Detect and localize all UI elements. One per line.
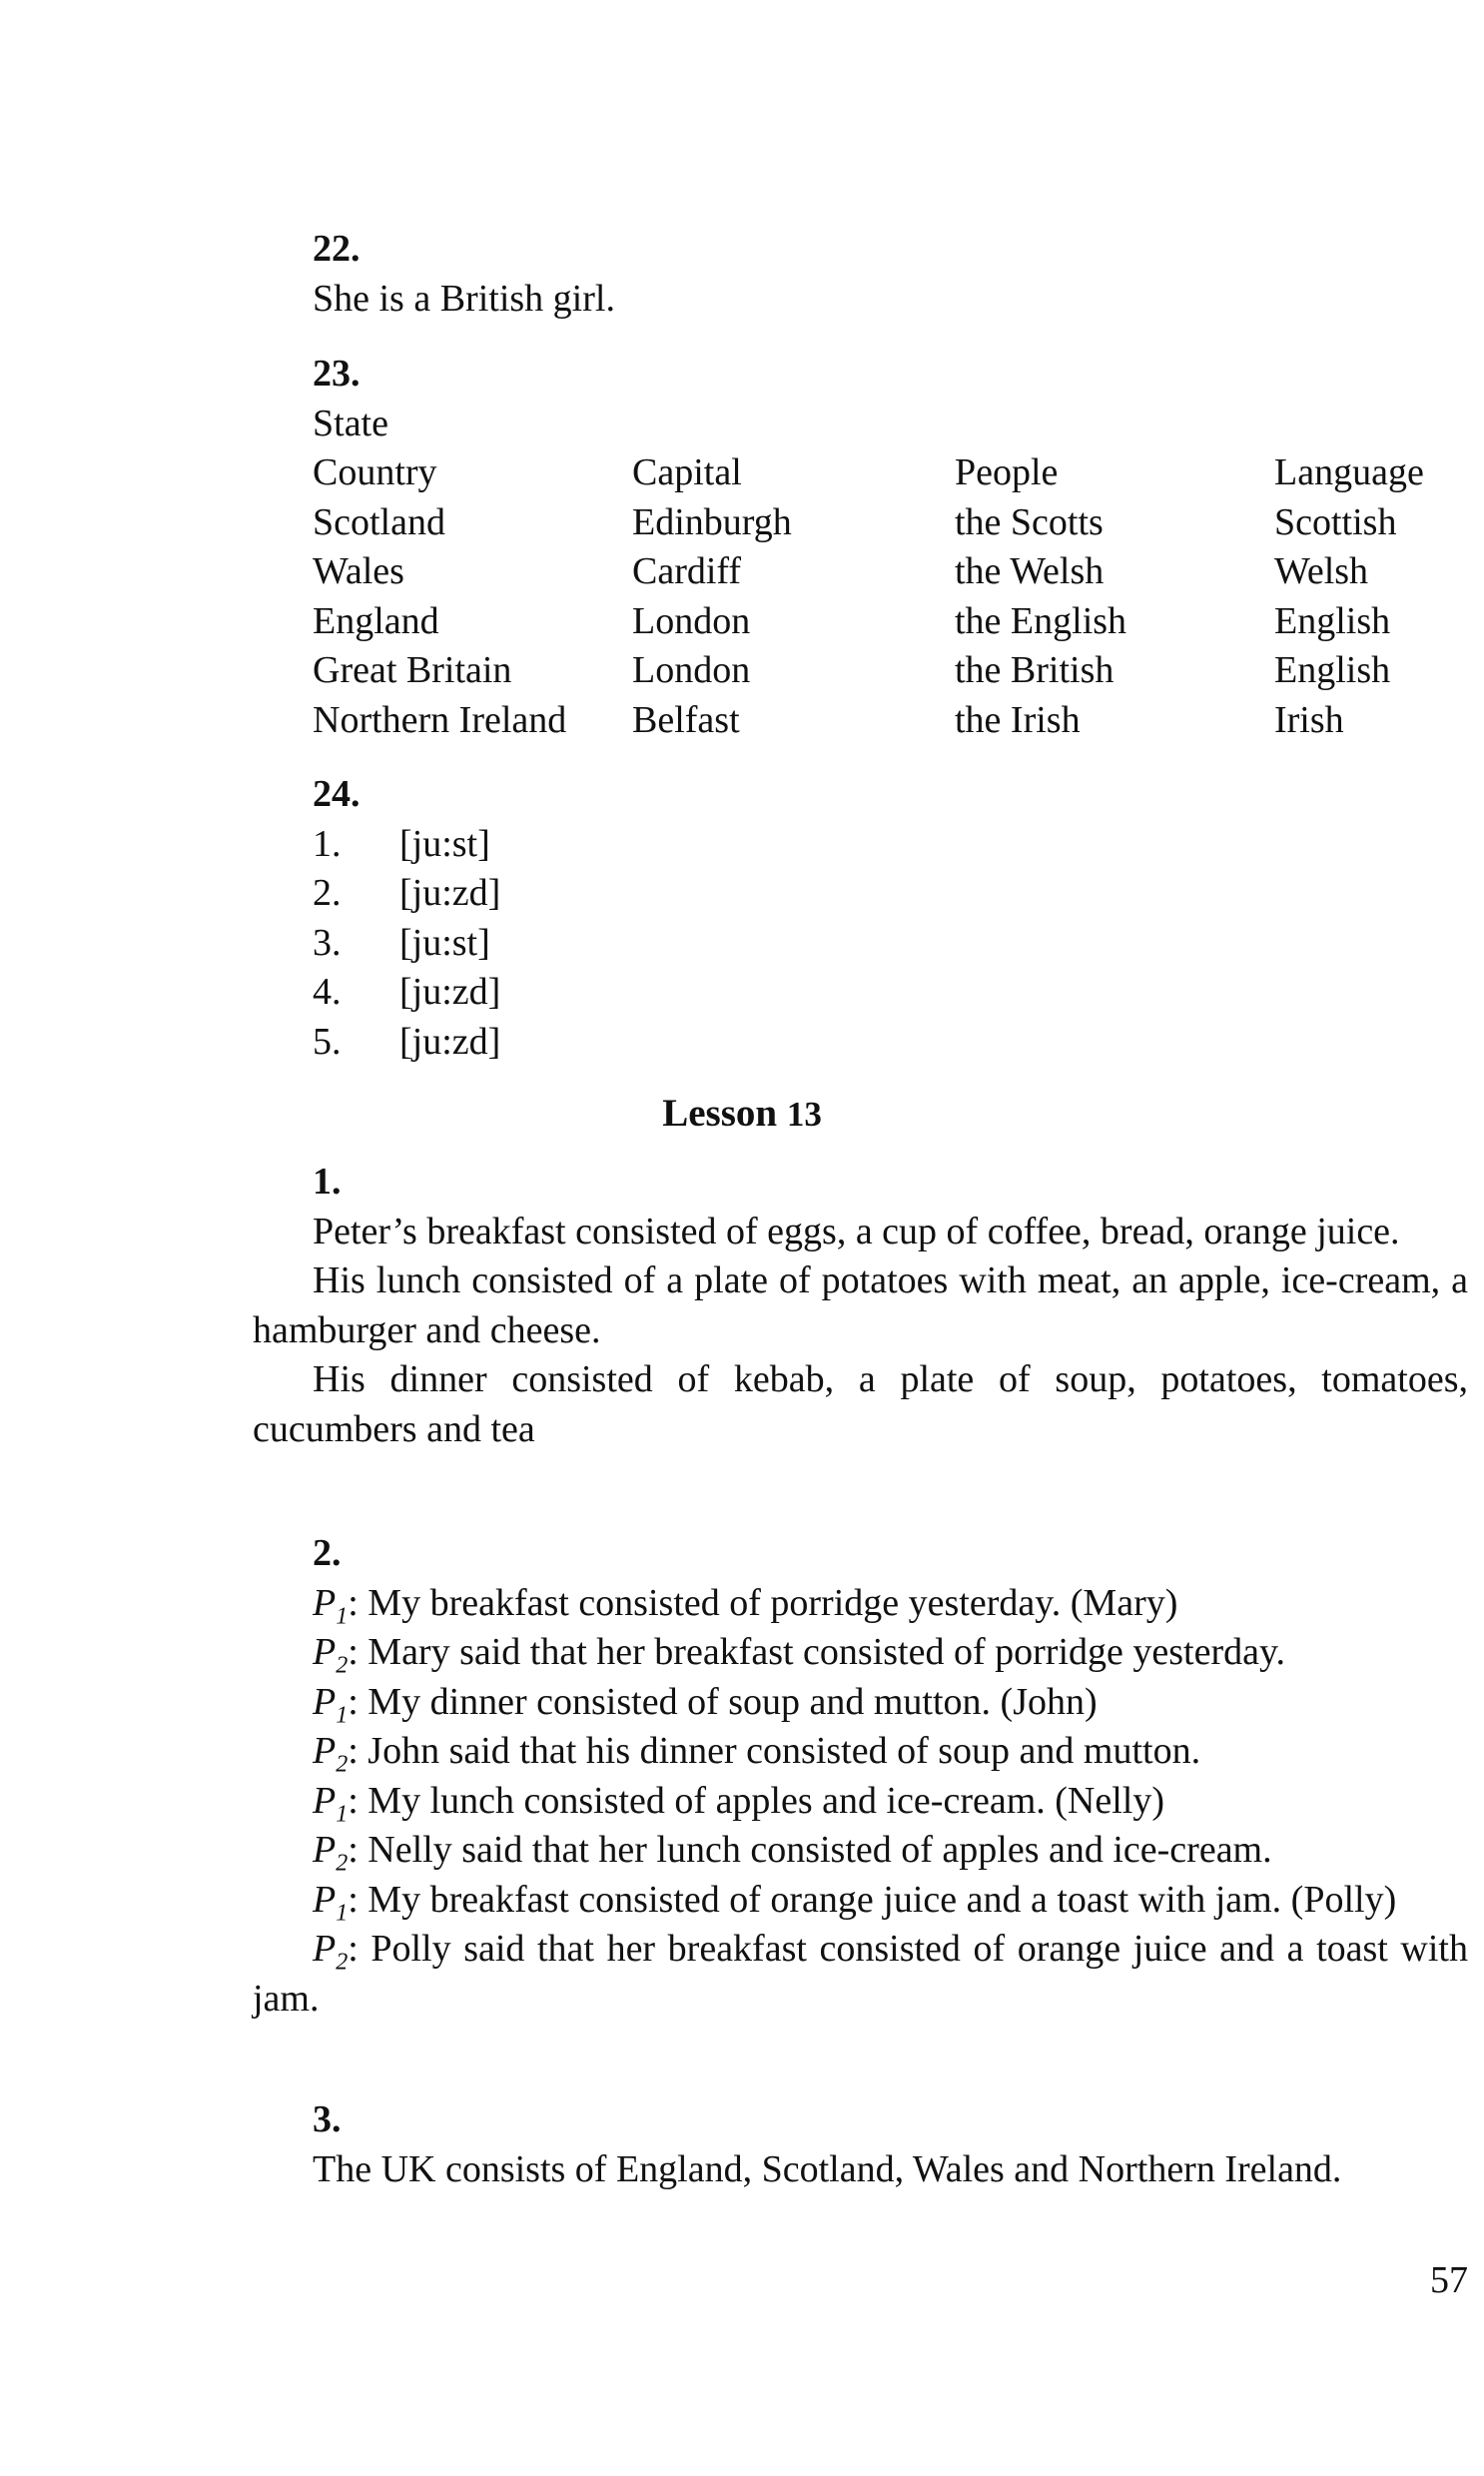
table-cell: Scotland (313, 500, 445, 543)
lesson-exercise-2 (253, 1529, 1468, 2024)
item-number: 3. (313, 921, 342, 964)
item-number: 2. (313, 872, 342, 914)
lesson-number: 13 (786, 1095, 822, 1134)
dialogue-line (253, 1678, 1468, 1728)
dialogue-line (253, 1925, 1468, 2024)
table-cell: Irish (1274, 698, 1344, 741)
list-item (253, 968, 1468, 1018)
dialogue-line (253, 1579, 1468, 1629)
exercise-number: 1. (313, 1161, 342, 1203)
line-text: : Polly said that her breakfast consisted of orange juice and a toast with jam. (253, 1928, 1468, 2020)
country-table (253, 448, 1468, 745)
list-item (253, 919, 1468, 969)
speaker: $P_2$ (313, 1928, 349, 1976)
exercise-number: 2. (313, 1532, 342, 1574)
table-cell: the Welsh (955, 550, 1105, 592)
line-text: : Mary said that her breakfast consisted of porridge yesterday. (348, 1631, 1285, 1673)
transcription: [ju:zd] (399, 971, 501, 1013)
speaker: $P_1$ (313, 1680, 349, 1729)
table-header: People (955, 451, 1059, 493)
exercise-number: 3. (313, 2098, 342, 2140)
dialogue (253, 1579, 1468, 2025)
table-cell: Belfast (632, 698, 740, 741)
lesson-title (0, 1089, 1484, 1140)
paragraph: Peter’s breakfast consisted of eggs, a cup of coffee, bread, orange juice. (313, 1210, 1400, 1252)
table-cell: English (1274, 649, 1391, 691)
table-header: Capital (632, 451, 742, 493)
table-cell: Welsh (1274, 550, 1369, 592)
exercise-22 (253, 225, 1468, 324)
table-header: Language (1274, 451, 1424, 493)
table-cell: Scottish (1274, 500, 1397, 543)
table-cell: the English (955, 599, 1127, 642)
list-item (253, 869, 1468, 919)
table-cell: the British (955, 649, 1114, 691)
speaker: $P_2$ (313, 1829, 349, 1877)
table-cell: the Irish (955, 698, 1081, 741)
page-number: 57 (1430, 2259, 1468, 2301)
table-cell: London (632, 649, 751, 691)
lesson-word: Lesson (662, 1092, 778, 1135)
list-item (253, 820, 1468, 870)
lesson-exercise-3 (253, 2095, 1468, 2194)
table-cell: the Scotts (955, 500, 1104, 543)
table-cell: Cardiff (632, 550, 742, 592)
dialogue-line (253, 1876, 1468, 1926)
table-cell: Northern Ireland (313, 698, 567, 741)
table-cell: Edinburgh (632, 500, 792, 543)
paragraph: His dinner consisted of kebab, a plate of soup, potatoes, tomatoes, cucumbers and tea (253, 1358, 1468, 1450)
dialogue-line (253, 1628, 1468, 1678)
table-cell: London (632, 599, 751, 642)
dialogue-line (253, 1826, 1468, 1876)
list-item (253, 1018, 1468, 1068)
line-text: : Nelly said that her lunch consisted of apples and ice-cream. (348, 1829, 1272, 1871)
line-text: : My lunch consisted of apples and ice-cream. (Nelly) (348, 1779, 1164, 1822)
line-text: : My breakfast consisted of porridge yesterday. (Mary) (348, 1581, 1178, 1624)
lesson-exercise-1 (253, 1158, 1468, 1454)
answer-text: She is a British girl. (313, 277, 615, 320)
line-text: : My breakfast consisted of orange juice and a toast with jam. (Polly) (348, 1878, 1397, 1921)
transcription: [ju:st] (399, 921, 490, 964)
line-text: : John said that his dinner consisted of soup and mutton. (348, 1730, 1201, 1772)
line-text: : My dinner consisted of soup and mutton. (John) (348, 1680, 1098, 1723)
transcription: [ju:zd] (399, 1020, 501, 1063)
transcription-list (253, 820, 1468, 1068)
table-cell: English (1274, 599, 1391, 642)
item-number: 5. (313, 1020, 342, 1063)
transcription: [ju:st] (399, 822, 490, 865)
transcription: [ju:zd] (399, 872, 501, 914)
dialogue-line (253, 1777, 1468, 1827)
item-number: 4. (313, 971, 342, 1013)
speaker: $P_2$ (313, 1631, 349, 1679)
exercise-24 (253, 770, 1468, 1067)
speaker: $P_1$ (313, 1779, 349, 1828)
speaker: $P_1$ (313, 1878, 349, 1927)
exercise-number: 24. (313, 773, 361, 815)
paragraph: The UK consists of England, Scotland, Wales and Northern Ireland. (313, 2147, 1342, 2190)
speaker: $P_2$ (313, 1730, 349, 1778)
exercise-number: 22. (313, 228, 361, 270)
table-cell: England (313, 599, 439, 642)
table-header: Country (313, 451, 437, 493)
exercise-23 (253, 350, 1468, 745)
dialogue-line (253, 1727, 1468, 1777)
item-number: 1. (313, 822, 342, 865)
speaker: $P_1$ (313, 1581, 349, 1630)
table-cell: Great Britain (313, 649, 512, 691)
table-caption: State (313, 402, 388, 444)
exercise-number: 23. (313, 353, 361, 395)
paragraph: His lunch consisted of a plate of potatoes with meat, an apple, ice-cream, a hamburger and cheese. (253, 1259, 1468, 1351)
table-cell: Wales (313, 550, 404, 592)
